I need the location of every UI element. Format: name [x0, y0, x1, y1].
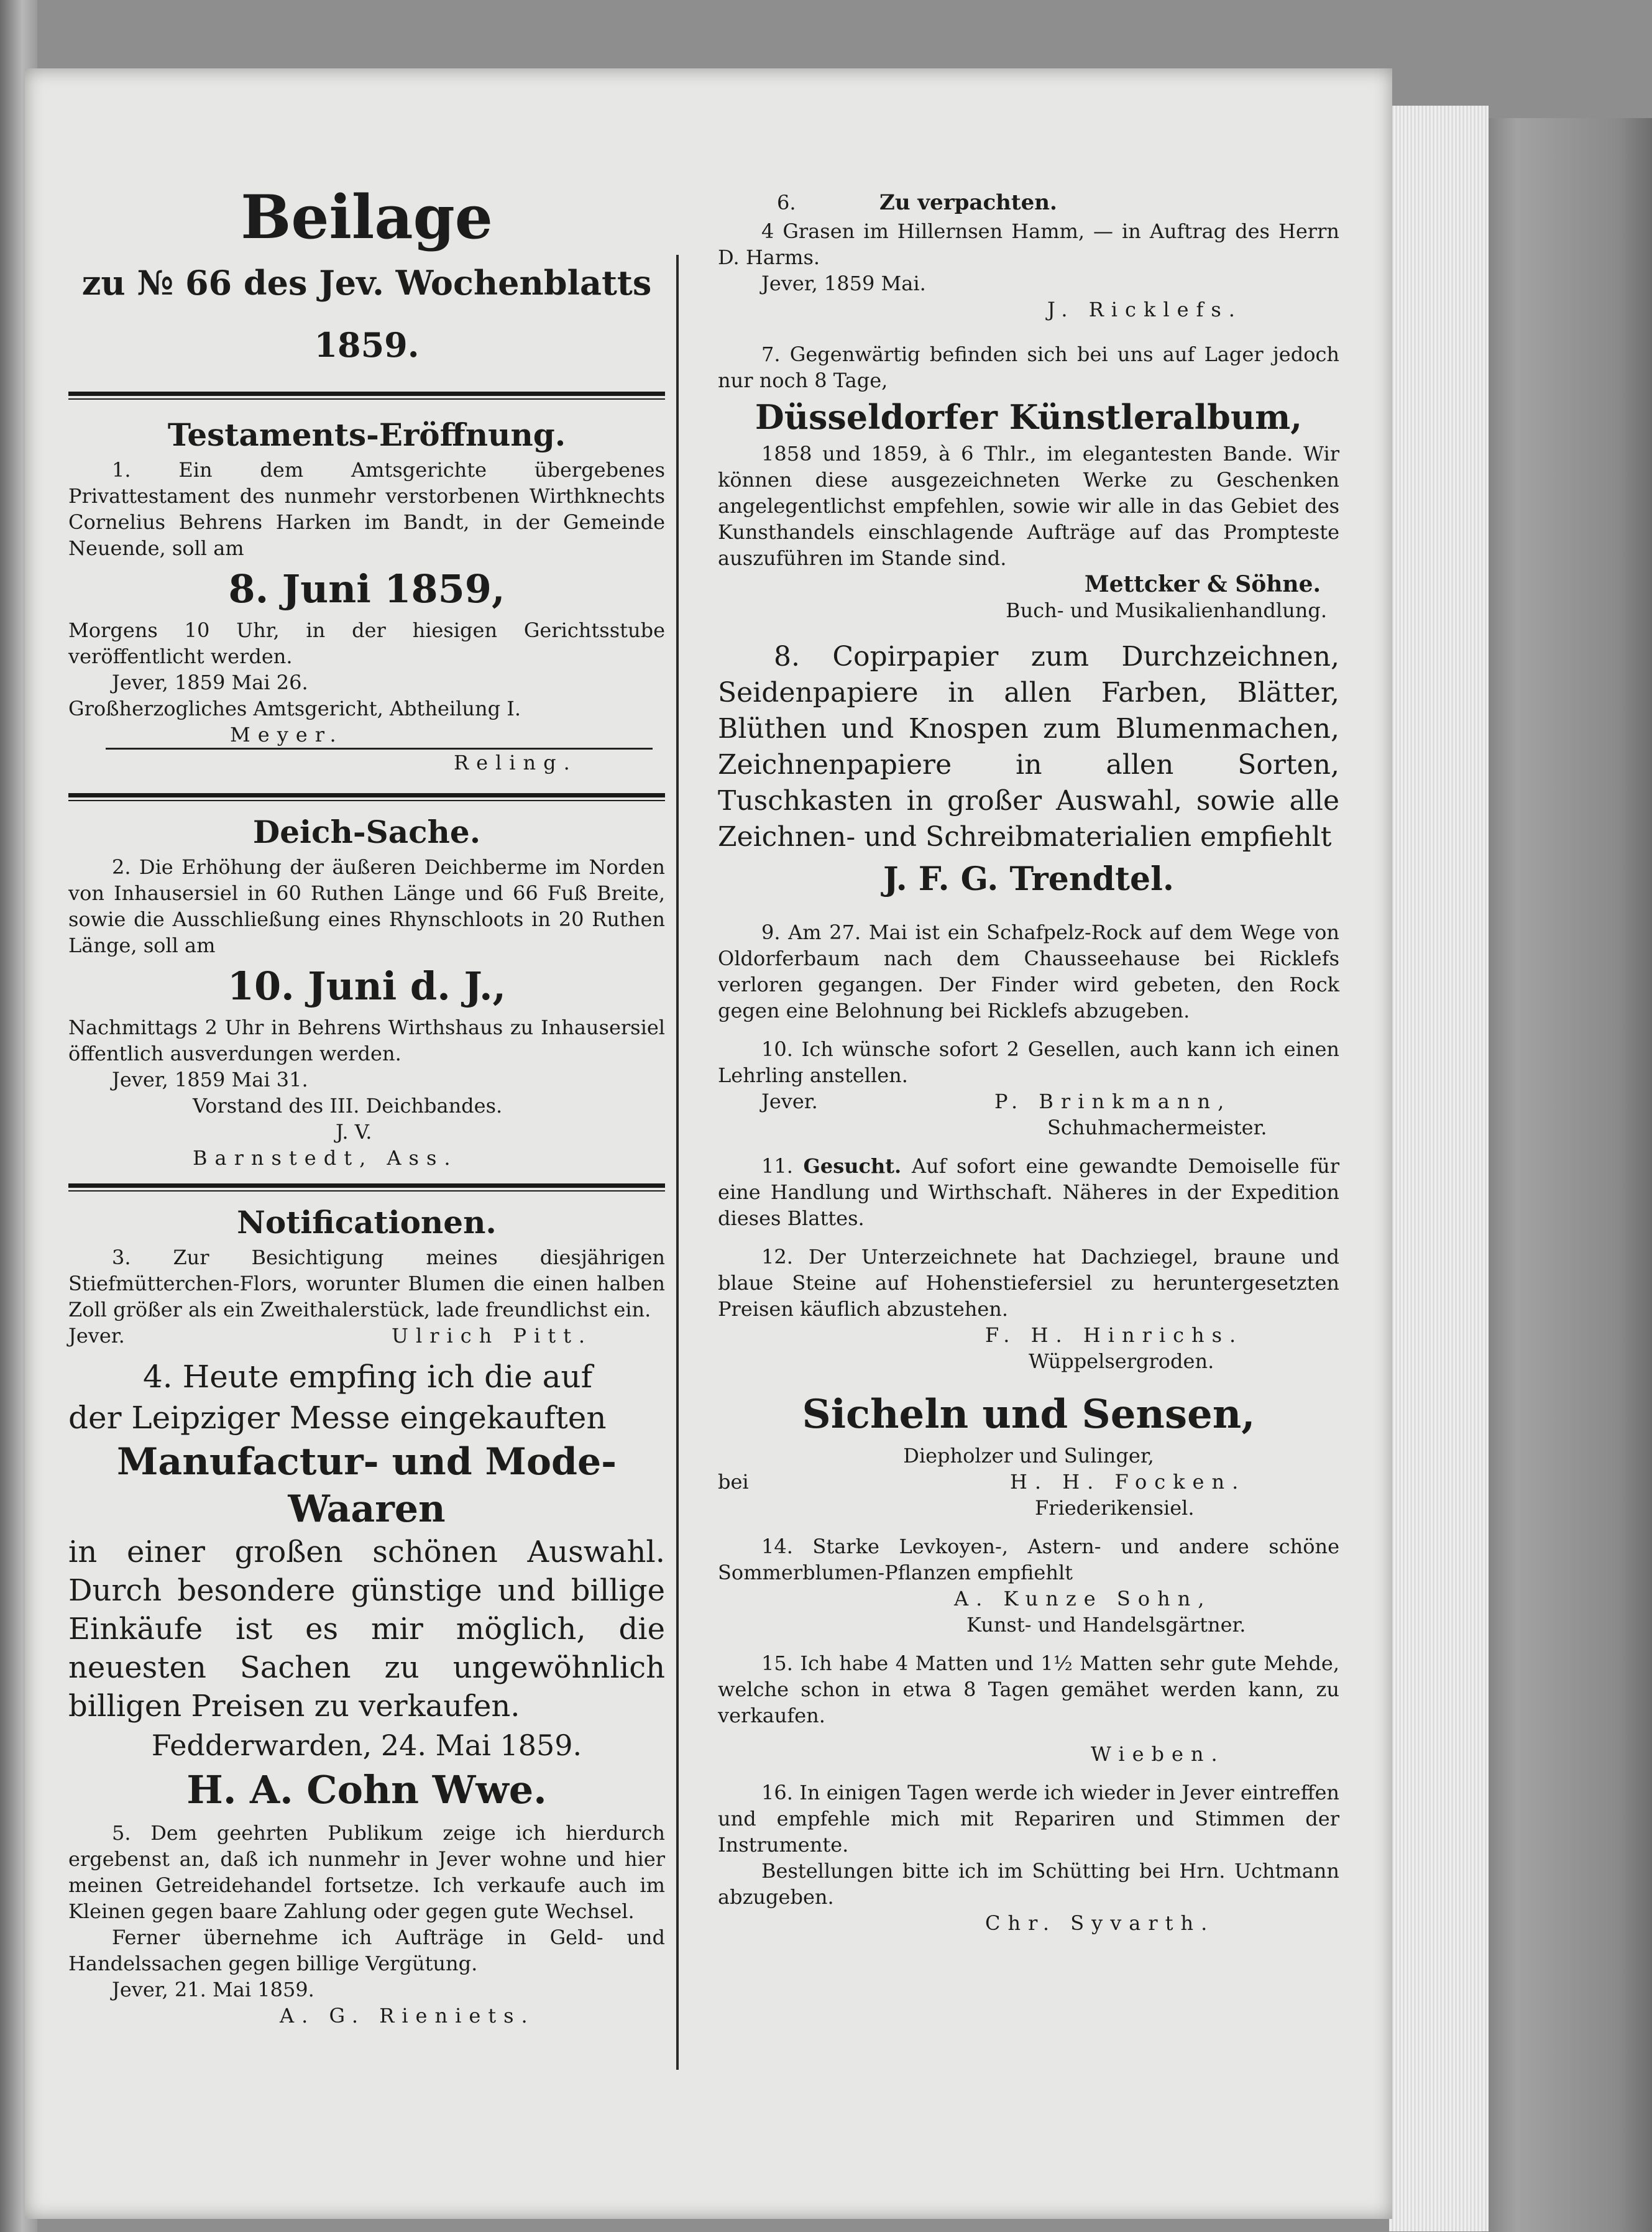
notice-7-body: 1858 und 1859, à 6 Thlr., im elegantesten Bande. Wir können diese ausgezeichneten Werke zu Geschenken angelegentlichst empfehlen, sowie wir alle in das Gebiet des Kunsthandels einschlagende Aufträge auf das Prompteste auszuführen im Stande sind. — [718, 442, 1339, 570]
notice-10-place: Jever. — [761, 1090, 818, 1113]
notification-4-text: in einer großen schönen Auswahl. Durch besondere günstige und billige Einkäufe ist es mir möglich, die neuesten Sachen zu ungewöhnlich billigen Preisen zu verkaufen. — [68, 1535, 665, 1724]
left-column — [68, 68, 665, 2029]
notice-8-text: 8. Copirpapier zum Durchzeichnen, Seidenpapiere in allen Farben, Blätter, Blüthen und Knospen zum Blumenmachen, Zeichnenpapiere in allen Sorten, Tuschkasten in großer Auswahl, sowie alle Zeichnen- und Schreibmaterialien empfiehlt — [718, 641, 1339, 853]
notice-6-text: 4 Grasen im Hillernsen Hamm, — in Auftrag des Herrn D. Harms. — [718, 219, 1339, 269]
notice-10-signature: P. Brinkmann, — [994, 1090, 1232, 1113]
testament-text: 1. Ein dem Amtsgerichte übergebenes Privattestament des nunmehr verstorbenen Wirthknechts Cornelius Behrens Harken im Bandt, in der Gemeinde Neuende, soll am — [68, 458, 665, 560]
notification-5-place-date: Jever, 21. Mai 1859. — [112, 1978, 314, 2001]
notice-16-text: 16. In einigen Tagen werde ich wieder in Jever eintreffen und empfehle mich mit Repariren und Stimmen der Instrumente. — [718, 1781, 1339, 1857]
notification-4-firm: H. A. Cohn Wwe. — [186, 1767, 547, 1812]
notice-13-signature: H. H. Focken. — [1010, 1470, 1246, 1494]
notice-13-bei: bei — [718, 1470, 749, 1494]
testament-heading: Testaments-Eröffnung. — [167, 416, 566, 453]
notice-14-sub: Kunst- und Handelsgärtner. — [966, 1613, 1246, 1637]
notice-12-sub: Wüppelsergroden. — [1029, 1349, 1214, 1373]
section-rule — [68, 793, 665, 801]
notice-14-text: 14. Starke Levkoyen-, Astern- und andere schöne Sommerblumen-Pflanzen empfiehlt — [718, 1535, 1339, 1584]
page-subtitle: zu № 66 des Jev. Wochenblatts 1859. — [81, 263, 652, 365]
deich-board: Vorstand des III. Deichbandes. — [193, 1094, 503, 1118]
notice-6-number: 6. — [777, 191, 796, 214]
notice-14-signature: A. Kunze Sohn, — [954, 1587, 1212, 1610]
notification-4-headline: Manufactur- und Mode- — [116, 1440, 617, 1484]
deich-heading: Deich-Sache. — [252, 814, 481, 850]
notice-8-firm: J. F. G. Trendtel. — [883, 860, 1174, 898]
testament-authority: Großherzogliches Amtsgericht, Abtheilung I. — [68, 697, 521, 720]
notice-16-text-b: Bestellungen bitte ich im Schütting bei Hrn. Uchtmann abzugeben. — [718, 1859, 1339, 1909]
notice-16-signature: Chr. Syvarth. — [985, 1911, 1215, 1935]
notice-13-place: Friederikensiel. — [1035, 1496, 1195, 1520]
notification-5-signature: A. G. Rieniets. — [280, 2004, 535, 2028]
notice-7-firm: Mettcker & Söhne. — [1084, 571, 1321, 597]
deich-signature: Barnstedt, Ass. — [193, 1146, 458, 1170]
notice-6-title: Zu verpachten. — [879, 190, 1057, 215]
notification-3: 3. Zur Besichtigung meines diesjährigen Stiefmütterchen-Flors, worunter Blumen die einen halben Zoll größer als ein Zweithalerstück, lade freundlichst ein. — [68, 1246, 665, 1321]
notice-11-text — [718, 1153, 1339, 1231]
deich-text2: Nachmittags 2 Uhr in Behrens Wirthshaus zu Inhausersiel öffentlich ausverdungen werden. — [68, 1016, 665, 1065]
section-rule — [68, 1183, 665, 1192]
notification-4-place-date: Fedderwarden, 24. Mai 1859. — [151, 1729, 582, 1762]
notification-3-place: Jever. — [68, 1324, 125, 1348]
newspaper-page — [25, 68, 1392, 2219]
notice-6-place-date: Jever, 1859 Mai. — [761, 272, 926, 295]
notice-12-signature: F. H. Hinrichs. — [985, 1323, 1244, 1347]
notification-5b: Ferner übernehme ich Aufträge in Geld- und Handelssachen gegen billige Vergütung. — [68, 1926, 665, 1975]
notice-10-text: 10. Ich wünsche sofort 2 Gesellen, auch kann ich einen Lehrling anstellen. — [718, 1037, 1339, 1087]
page-title: Beilage — [241, 182, 493, 252]
title-rule — [68, 392, 665, 400]
notice-10-sub: Schuhmachermeister. — [1047, 1116, 1267, 1139]
testament-text2: Morgens 10 Uhr, in der hiesigen Gerichtsstube veröffentlicht werden. — [68, 618, 665, 668]
deich-text: 2. Die Erhöhung der äußeren Deichberme im Norden von Inhausersiel in 60 Ruthen Länge und 66 Fuß Breite, sowie die Ausschließung eines Rhynschloots in 20 Ruthen Länge, soll am — [68, 855, 665, 957]
notice-9-text: 9. Am 27. Mai ist ein Schafpelz-Rock auf dem Wege von Oldorferbaum nach dem Chausseehause bei Ricklefs verloren gegangen. Der Finder wird gebeten, den Rock gegen eine Belohnung bei Ricklefs abzugeben. — [718, 921, 1339, 1022]
notice-11-body: Auf sofort eine gewandte Demoiselle für eine Handlung und Wirthschaft. Näheres in der Expedition dieses Blattes. — [718, 1154, 1340, 1230]
notice-7-title: Düsseldorfer Künstleralbum, — [755, 397, 1303, 437]
page-stack-edges — [1389, 106, 1489, 2231]
testament-signature-2: Reling. — [454, 751, 577, 774]
notice-11-number: 11. — [761, 1154, 793, 1178]
deich-iv: J. V. — [336, 1120, 372, 1144]
notice-15-signature: Wieben. — [1091, 1742, 1225, 1766]
notification-5: 5. Dem geehrten Publikum zeige ich hierdurch ergebenst an, daß ich nunmehr in Jever wohne und hier meinen Getreidehandel fortsetze. Ich verkaufe auch im Kleinen gegen baare Zahlung oder gegen gute Wechsel. — [68, 1821, 665, 1923]
testament-date: 8. Juni 1859, — [228, 566, 505, 612]
notification-4-line-a: 4. Heute empfing ich die auf — [143, 1359, 593, 1395]
column-divider — [676, 255, 679, 2070]
testament-place-date: Jever, 1859 Mai 26. — [112, 671, 308, 694]
right-column — [718, 68, 1339, 1936]
notice-12-text: 12. Der Unterzeichnete hat Dachziegel, braune und blaue Steine auf Hohenstiefersiel zu heruntergesetzten Preisen käuflich abzustehen. — [718, 1245, 1339, 1321]
notification-4-line-b: der Leipziger Messe eingekauften — [68, 1400, 607, 1436]
notice-15-text: 15. Ich habe 4 Matten und 1½ Matten sehr gute Mehde, welche schon in etwa 8 Tagen gemähet werden kann, zu verkaufen. — [718, 1651, 1339, 1727]
notification-3-signature: Ulrich Pitt. — [392, 1324, 593, 1348]
book-cover — [1482, 118, 1652, 2232]
notice-7-firm-sub: Buch- und Musikalienhandlung. — [1006, 599, 1327, 622]
notification-4-wares: Waaren — [288, 1487, 446, 1531]
notifications-heading: Notificationen. — [237, 1204, 497, 1241]
deich-place-date: Jever, 1859 Mai 31. — [112, 1068, 308, 1091]
notice-13-title: Sicheln und Sensen, — [802, 1391, 1255, 1438]
notice-11-word: Gesucht. — [803, 1154, 902, 1178]
notice-6-signature: J. Ricklefs. — [1047, 298, 1242, 321]
testament-signature-1: Meyer. — [230, 723, 344, 746]
deich-date: 10. Juni d. J., — [227, 963, 507, 1009]
notice-13-sub: Diepholzer und Sulinger, — [903, 1444, 1154, 1467]
notice-7-text: 7. Gegenwärtig befinden sich bei uns auf Lager jedoch nur noch 8 Tage, — [718, 342, 1339, 392]
